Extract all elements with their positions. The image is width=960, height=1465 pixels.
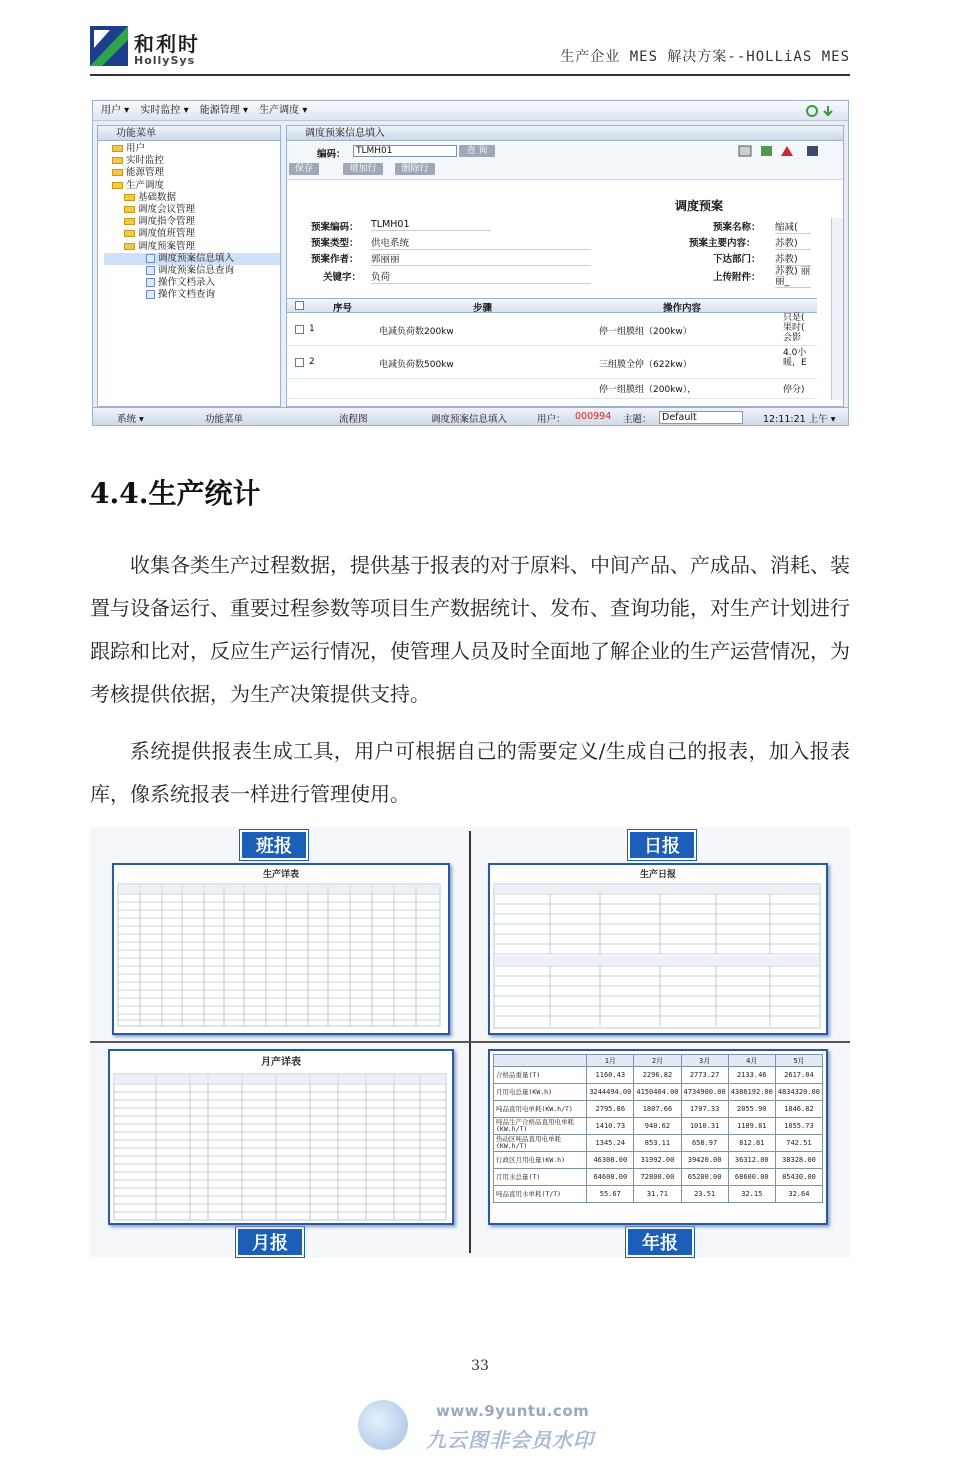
- hollysys-logo-icon: [90, 26, 128, 66]
- folder-icon: [124, 218, 135, 225]
- plan-code-value[interactable]: TLMH01: [371, 219, 491, 231]
- folder-icon: [124, 194, 135, 201]
- status-flow[interactable]: 流程图: [339, 414, 368, 425]
- form-title: 调度预案: [675, 199, 724, 213]
- table-row[interactable]: 2 电减负荷数500kw 三组膜全停（622kw） 4.0小 暖，E: [287, 346, 817, 379]
- divider-horizontal: [90, 1041, 850, 1043]
- folder-open-icon: [112, 182, 123, 189]
- yearly-report-table: [493, 1054, 823, 1203]
- table-row[interactable]: 1 电减负荷数200kw 停一组膜组（200kw） 只是( 果时( 会影: [287, 313, 817, 346]
- refresh-icon[interactable]: [804, 104, 838, 118]
- cloud-logo-icon: [358, 1400, 408, 1450]
- shift-report-grid: [114, 880, 444, 1030]
- status-theme-label: 主题：: [623, 414, 652, 425]
- theme-select[interactable]: Default: [659, 411, 743, 424]
- table-row: 合格品重量(T) 1160.43 2296.82 2773.27 2133.46 2617.04: [494, 1067, 823, 1084]
- document-icon: [146, 278, 155, 287]
- app-screenshot: [92, 100, 849, 426]
- status-user: 000994: [575, 411, 612, 422]
- tree-item[interactable]: 调度指令管理: [104, 216, 280, 228]
- save-button[interactable]: 保存: [289, 163, 319, 175]
- status-system[interactable]: 系统 ▾: [117, 414, 144, 425]
- monthly-report-thumb: [108, 1049, 454, 1225]
- tree-item[interactable]: 基础数据: [104, 192, 280, 204]
- document-icon: [146, 290, 155, 299]
- form-pane-title: 调度预案信息填入: [305, 128, 385, 139]
- table-row: 月用电总量(KW.h) 3244494.00 4150404.00 4734900.00 4386192.00 4834320.00: [494, 1084, 823, 1101]
- delete-row-button[interactable]: 删除行: [395, 163, 435, 175]
- folder-icon: [112, 169, 123, 176]
- query-button[interactable]: 查 询: [459, 145, 495, 157]
- shift-report-title: 生产详表: [262, 870, 299, 880]
- row-checkbox[interactable]: [295, 358, 304, 367]
- vertical-scrollbar[interactable]: [831, 218, 843, 400]
- tree-item[interactable]: 能源管理: [104, 167, 280, 179]
- col-op: 操作内容: [663, 303, 702, 314]
- tag-shift-report: 班报: [240, 830, 308, 860]
- daily-report-thumb: [488, 863, 828, 1035]
- keyword-label: 关键字：: [323, 272, 362, 283]
- folder-icon: [112, 145, 123, 152]
- status-tab[interactable]: 调度预案信息填入: [431, 414, 508, 425]
- monthly-report-grid: [110, 1068, 450, 1224]
- table-row: 月用水总量(T) 64608.00 72800.00 65200.00 68600.00 85430.00: [494, 1169, 823, 1186]
- status-bar: [93, 407, 848, 425]
- col-no: 序号: [333, 303, 353, 314]
- form-pane: [286, 125, 844, 407]
- author-label: 预案作者：: [311, 254, 359, 265]
- company-logo: [90, 22, 210, 72]
- plan-name-value[interactable]: 缩减(: [775, 219, 811, 234]
- tree-item[interactable]: 操作文档查询: [104, 289, 280, 301]
- table-row: 吨品直用水单耗(T/T) 55.67 31.71 23.51 32.15 32.64: [494, 1186, 823, 1203]
- monthly-report-title: 月产详表: [261, 1057, 301, 1068]
- page-number: 33: [471, 1358, 489, 1374]
- document-icon: [146, 254, 155, 263]
- folder-icon: [124, 206, 135, 213]
- plan-type-value[interactable]: 供电系统: [371, 235, 591, 250]
- tag-daily-report: 日报: [628, 830, 696, 860]
- grid-header: [287, 299, 817, 313]
- author-value[interactable]: 郭丽丽: [371, 251, 591, 266]
- plan-type-label: 预案类型：: [311, 238, 359, 249]
- logo-cn-text: 和利时: [134, 32, 200, 56]
- watermark-text: 九云图非会员水印: [426, 1428, 594, 1452]
- status-time: 12:11:21 上午 ▾: [763, 414, 836, 425]
- col-step: 步骤: [473, 303, 493, 314]
- tree-item[interactable]: 调度预案管理: [104, 241, 280, 253]
- status-menu[interactable]: 功能菜单: [205, 414, 244, 425]
- main-content-label: 预案主要内容：: [689, 238, 756, 249]
- dept-value[interactable]: 苏教): [775, 251, 811, 266]
- menu-dispatch[interactable]: 生产调度 ▾: [259, 105, 308, 116]
- watermark-url: www.9yuntu.com: [436, 1402, 590, 1420]
- export-icons[interactable]: [737, 144, 833, 158]
- tree-item[interactable]: 调度值班管理: [104, 228, 280, 240]
- menu-monitor[interactable]: 实时监控 ▾: [140, 105, 189, 116]
- daily-report-title: 生产日报: [639, 870, 676, 880]
- table-row: 行政区月用电量(KW.h) 46308.00 31992.00 39420.00 36312.00 38328.00: [494, 1152, 823, 1169]
- tree-item-selected[interactable]: 调度预案信息填入: [104, 253, 280, 265]
- paragraph-2: 系统提供报表生成工具，用户可根据自己的需要定义/生成自己的报表，加入报表库，像系统报表一样进行管理使用。: [90, 739, 850, 806]
- table-row: 吨品直用电单耗(KW.h/T) 2795.86 1807.66 1707.33 2055.90 1846.82: [494, 1101, 823, 1118]
- plan-code-label: 预案编码：: [311, 222, 359, 233]
- function-menu-title: 功能菜单: [116, 128, 156, 139]
- table-row: 热动区吨品直用电单耗(KW.h/T) 1345.24 853.11 658.97 812.81 742.51: [494, 1135, 823, 1152]
- yearly-report: [488, 1049, 828, 1225]
- table-row[interactable]: 停一组膜组（200kw）， 停分): [287, 379, 817, 399]
- row-checkbox[interactable]: [295, 325, 304, 334]
- menu-bar: [93, 101, 848, 121]
- add-row-button[interactable]: 增加行: [343, 163, 383, 175]
- function-menu-header: [98, 126, 280, 141]
- dept-label: 下达部门：: [713, 254, 761, 265]
- page-header: [90, 18, 850, 76]
- folder-icon: [112, 157, 123, 164]
- daily-report-grid: [490, 880, 824, 1032]
- tree-item[interactable]: 用户: [104, 143, 280, 155]
- folder-open-icon: [124, 243, 135, 250]
- form-toolbar: [287, 142, 843, 180]
- table-row: 吨品生产合格品直用电单耗(KW.h/T) 1410.73 940.62 1010.31 1189.81 1055.73: [494, 1118, 823, 1135]
- folder-icon: [124, 230, 135, 237]
- logo-en-text: HollySys: [134, 54, 196, 67]
- code-input[interactable]: TLMH01: [353, 145, 457, 157]
- main-content-value[interactable]: 苏教): [775, 235, 811, 250]
- keyword-value[interactable]: 负荷: [371, 269, 591, 284]
- watermark: [358, 1398, 618, 1454]
- select-all-checkbox[interactable]: [295, 301, 304, 310]
- tree-item[interactable]: 调度会议管理: [104, 204, 280, 216]
- paragraph-1: 收集各类生产过程数据，提供基于报表的对于原料、中间产品、产成品、消耗、装置与设备运行、重要过程参数等项目生产数据统计、发布、查询功能，对生产计划进行跟踪和比对，反应生产运行情况，使管理人员及时全面地了解企业的生产运营情况，为考核提供依据，为生产决策提供支持。: [90, 553, 850, 706]
- tree-item[interactable]: 操作文档录入: [104, 277, 280, 289]
- document-icon: [146, 266, 155, 275]
- tag-yearly-report: 年报: [626, 1227, 694, 1257]
- form-pane-header: [287, 126, 843, 141]
- tree-item[interactable]: 实时监控: [104, 155, 280, 167]
- steps-grid: [287, 298, 817, 402]
- tag-monthly-report: 月报: [236, 1227, 304, 1257]
- menu-energy[interactable]: 能源管理 ▾: [199, 105, 248, 116]
- status-user-label: 用户：: [537, 414, 566, 425]
- tree-item[interactable]: 生产调度: [104, 180, 280, 192]
- doc-title: 生产企业 MES 解决方案--HOLLiAS MES: [560, 49, 850, 65]
- report-collage: [90, 827, 850, 1257]
- section-heading: 4.4.生产统计: [90, 477, 261, 510]
- menu-tree: [98, 141, 280, 301]
- table-header-row: 1月 2月 3月 4月 5月: [494, 1055, 823, 1067]
- attach-label: 上传附件：: [713, 272, 761, 283]
- tree-item[interactable]: 调度预案信息查询: [104, 265, 280, 277]
- menu-user[interactable]: 用户 ▾: [101, 105, 130, 116]
- function-menu-pane: [97, 125, 281, 407]
- attach-value[interactable]: 苏教) 丽丽_: [775, 266, 811, 287]
- shift-report-thumb: [112, 863, 450, 1035]
- plan-name-label: 预案名称：: [713, 222, 761, 233]
- code-label: 编码：: [317, 149, 346, 160]
